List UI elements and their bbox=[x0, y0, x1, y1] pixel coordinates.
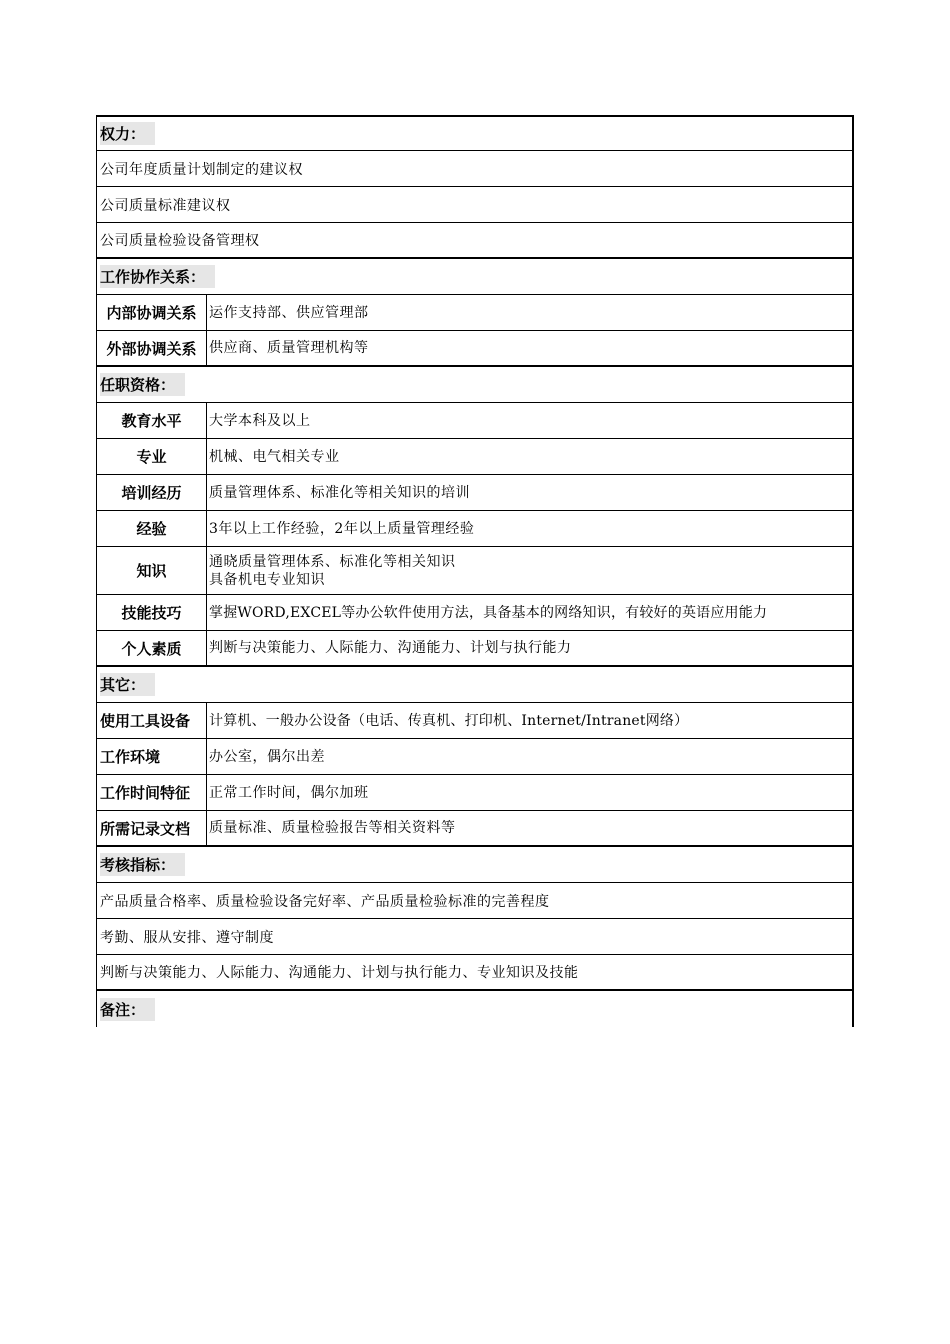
relation-row bbox=[96, 295, 854, 331]
section-title: 考核指标： bbox=[100, 853, 185, 876]
section-header-remarks bbox=[96, 991, 854, 1027]
row-key: 技能技巧 bbox=[97, 595, 207, 630]
qualification-row bbox=[96, 547, 854, 595]
row-value: 正常工作时间，偶尔加班 bbox=[209, 784, 369, 801]
row-key: 培训经历 bbox=[97, 475, 207, 510]
section-title: 任职资格： bbox=[100, 373, 185, 396]
row-value bbox=[207, 553, 852, 589]
row-value: 办公室，偶尔出差 bbox=[209, 748, 325, 765]
section-header-authority bbox=[96, 115, 854, 151]
row-key: 知识 bbox=[97, 547, 207, 594]
other-row bbox=[96, 739, 854, 775]
qualification-row bbox=[96, 403, 854, 439]
section-title: 权力： bbox=[100, 122, 155, 145]
row-value: 判断与决策能力、人际能力、沟通能力、计划与执行能力 bbox=[209, 640, 572, 656]
section-title: 备注： bbox=[100, 998, 155, 1021]
other-row bbox=[96, 811, 854, 847]
row-key: 教育水平 bbox=[97, 403, 207, 438]
authority-item: 公司质量标准建议权 bbox=[96, 187, 854, 223]
row-key: 所需记录文档 bbox=[97, 811, 207, 845]
section-title: 工作协作关系： bbox=[100, 265, 215, 288]
row-key: 工作时间特征 bbox=[97, 775, 207, 810]
assessment-item: 考勤、服从安排、遵守制度 bbox=[96, 919, 854, 955]
value-line: 具备机电专业知识 bbox=[209, 571, 325, 588]
row-key: 个人素质 bbox=[97, 631, 207, 665]
row-value: 掌握WORD,EXCEL等办公软件使用方法，具备基本的网络知识，有较好的英语应用能力 bbox=[209, 604, 768, 621]
section-header-assessment bbox=[96, 847, 854, 883]
row-value: 3年以上工作经验，2年以上质量管理经验 bbox=[209, 520, 475, 537]
row-key: 外部协调关系 bbox=[97, 331, 207, 365]
row-key: 专业 bbox=[97, 439, 207, 474]
authority-item: 公司质量检验设备管理权 bbox=[96, 223, 854, 259]
assessment-item: 产品质量合格率、质量检验设备完好率、产品质量检验标准的完善程度 bbox=[96, 883, 854, 919]
section-title: 其它： bbox=[100, 673, 155, 696]
row-value: 质量管理体系、标准化等相关知识的培训 bbox=[209, 484, 470, 501]
value-line: 通晓质量管理体系、标准化等相关知识 bbox=[209, 553, 456, 570]
section-header-other bbox=[96, 667, 854, 703]
row-value: 计算机、一般办公设备（电话、传真机、打印机、Internet/Intranet网络） bbox=[209, 712, 689, 729]
row-value: 运作支持部、供应管理部 bbox=[209, 304, 369, 321]
row-value: 供应商、质量管理机构等 bbox=[209, 340, 369, 356]
row-key: 经验 bbox=[97, 511, 207, 546]
qualification-row bbox=[96, 631, 854, 667]
relation-row bbox=[96, 331, 854, 367]
other-row bbox=[96, 775, 854, 811]
row-key: 工作环境 bbox=[97, 739, 207, 774]
other-row bbox=[96, 703, 854, 739]
job-description-table bbox=[96, 115, 854, 1027]
assessment-item: 判断与决策能力、人际能力、沟通能力、计划与执行能力、专业知识及技能 bbox=[96, 955, 854, 991]
section-header-relations bbox=[96, 259, 854, 295]
row-key: 内部协调关系 bbox=[97, 295, 207, 330]
row-value: 质量标准、质量检验报告等相关资料等 bbox=[209, 820, 456, 836]
section-header-qualifications bbox=[96, 367, 854, 403]
authority-item: 公司年度质量计划制定的建议权 bbox=[96, 151, 854, 187]
row-key: 使用工具设备 bbox=[97, 703, 207, 738]
qualification-row bbox=[96, 475, 854, 511]
qualification-row bbox=[96, 439, 854, 475]
row-value: 机械、电气相关专业 bbox=[209, 448, 340, 465]
row-value: 大学本科及以上 bbox=[209, 412, 311, 429]
qualification-row bbox=[96, 595, 854, 631]
qualification-row bbox=[96, 511, 854, 547]
